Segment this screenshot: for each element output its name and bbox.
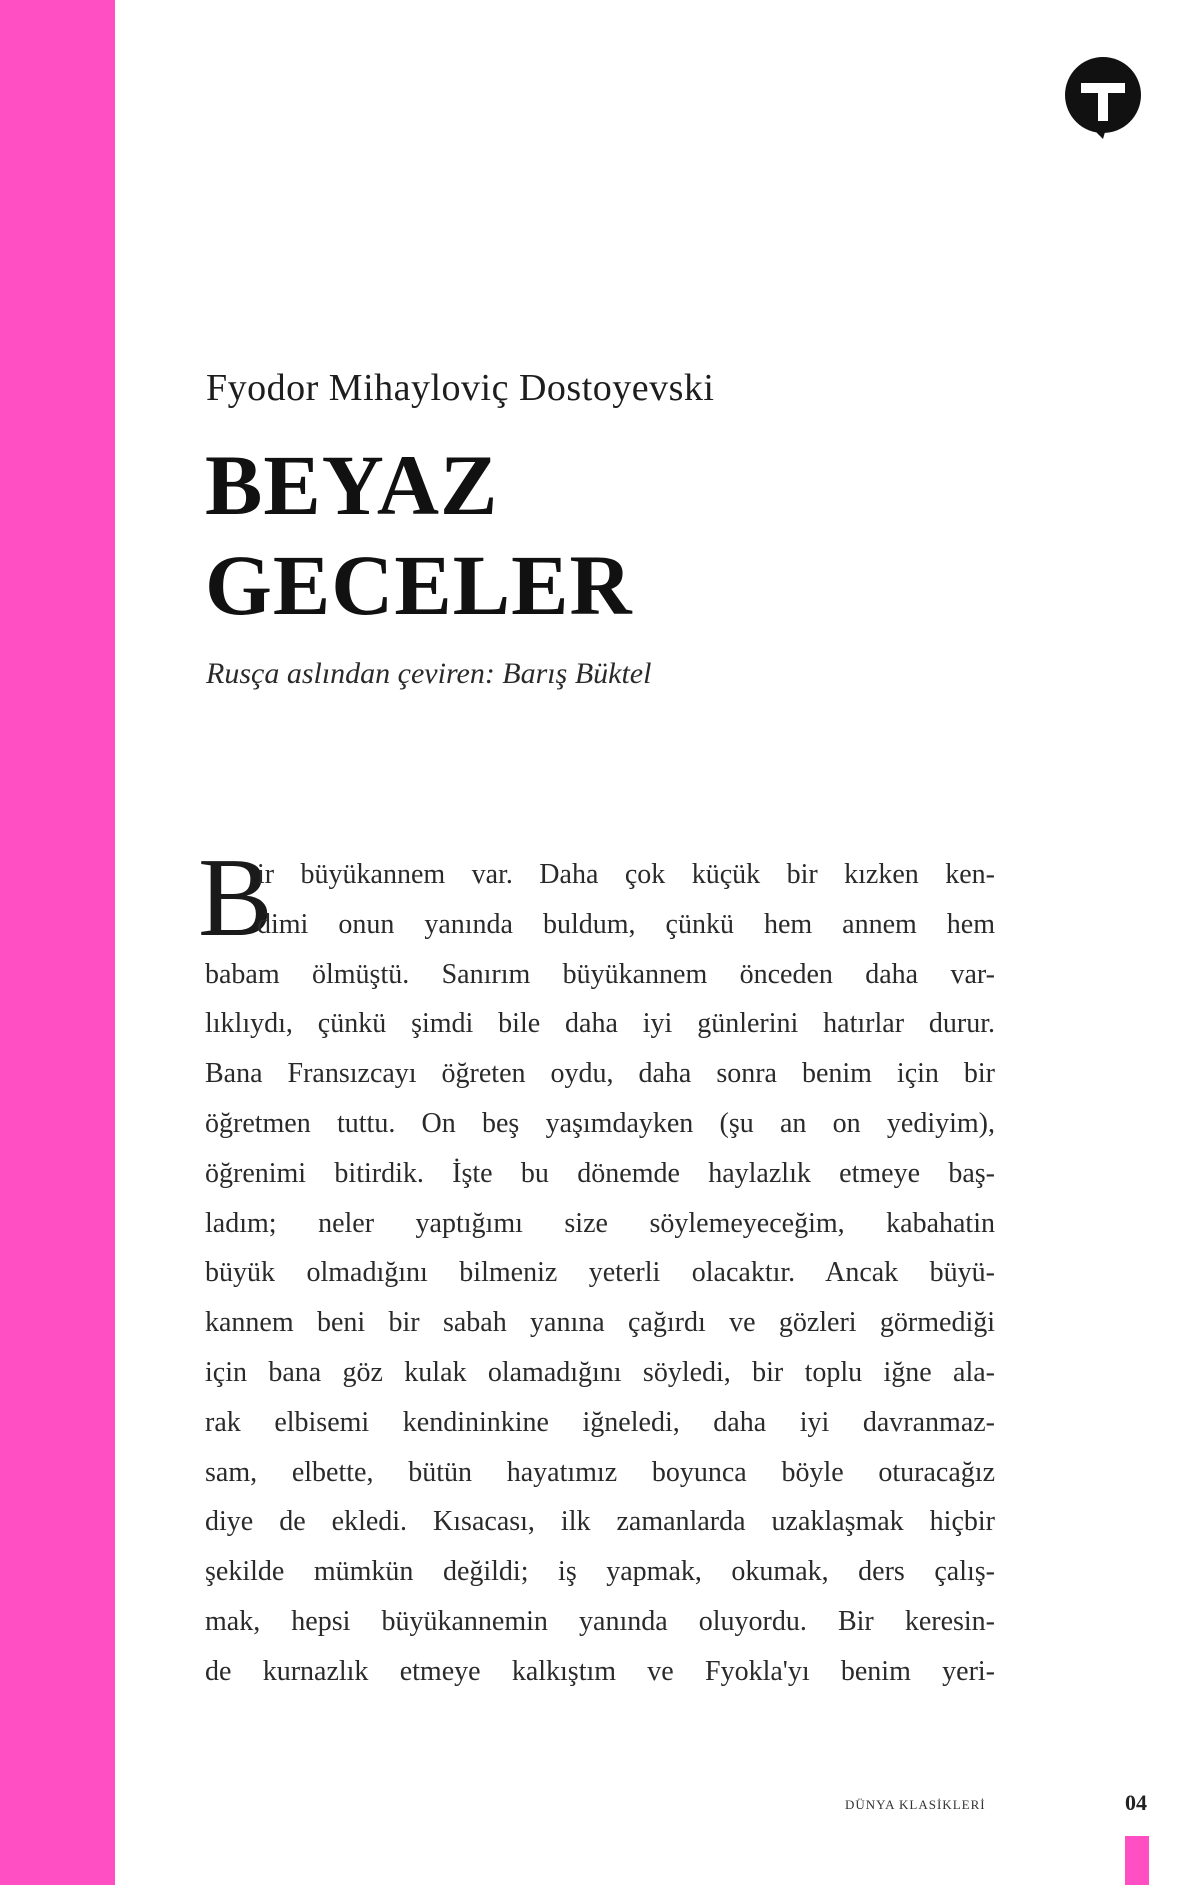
page-number: 04 [1125,1790,1147,1815]
body-line: mak, hepsi büyükannemin yanında oluyordu. Bir keresin- [205,1605,995,1637]
body-line: için bana göz kulak olamadığını söyledi, bir toplu iğne ala- [205,1356,995,1388]
book-title-line-2: GECELER [205,537,633,633]
body-paragraph [205,850,995,1697]
body-line: ir büyükannem var. Daha çok küçük bir kızken ken- [257,859,995,890]
body-line: diye de ekledi. Kısacası, ilk zamanlarda uzaklaşmak hiçbir [205,1506,995,1538]
body-line: Bana Fransızcayı öğreten oydu, daha sonra benim için bir [205,1058,995,1090]
book-author: Fyodor Mihayloviç Dostoyevski [206,367,715,409]
body-line: öğrenimi bitirdik. İşte bu dönemde haylazlık etmeye baş- [205,1157,995,1189]
pink-spine-band [0,0,115,1885]
publisher-logo-icon [1055,55,1151,139]
series-name: DÜNYA KLASİKLERİ [845,1797,986,1812]
drop-cap-letter: B [198,836,273,960]
body-line: kannem beni bir sabah yanına çağırdı ve gözleri görmediği [205,1307,995,1339]
body-line: dimi onun yanında buldum, çünkü hem annem hem [257,908,995,940]
page-marker-tab [1125,1836,1149,1885]
book-title [205,435,633,635]
body-line: babam ölmüştü. Sanırım büyükannem önceden daha var- [205,958,995,990]
book-title-line-1: BEYAZ [205,437,499,533]
body-line: rak elbisemi kendininkine iğneledi, daha iyi davranmaz- [205,1406,995,1438]
body-line: şekilde mümkün değildi; iş yapmak, okumak, ders çalış- [205,1556,995,1588]
body-line: öğretmen tuttu. On beş yaşımdayken (şu an on yediyim), [205,1107,995,1139]
body-line: lıklıydı, çünkü şimdi bile daha iyi günlerini hatırlar durur. [205,1008,995,1040]
body-line: büyük olmadığını bilmeniz yeterli olacaktır. Ancak büyü- [205,1257,995,1289]
translator-credit: Rusça aslından çeviren: Barış Büktel [206,657,652,690]
body-line: ladım; neler yaptığımı size söylemeyeceğim, kabahatin [205,1207,995,1239]
body-line: sam, elbette, bütün hayatımız boyunca böyle oturacağız [205,1456,995,1488]
body-line: de kurnazlık etmeye kalkıştım ve Fyokla'yı benim yeri- [205,1655,995,1687]
